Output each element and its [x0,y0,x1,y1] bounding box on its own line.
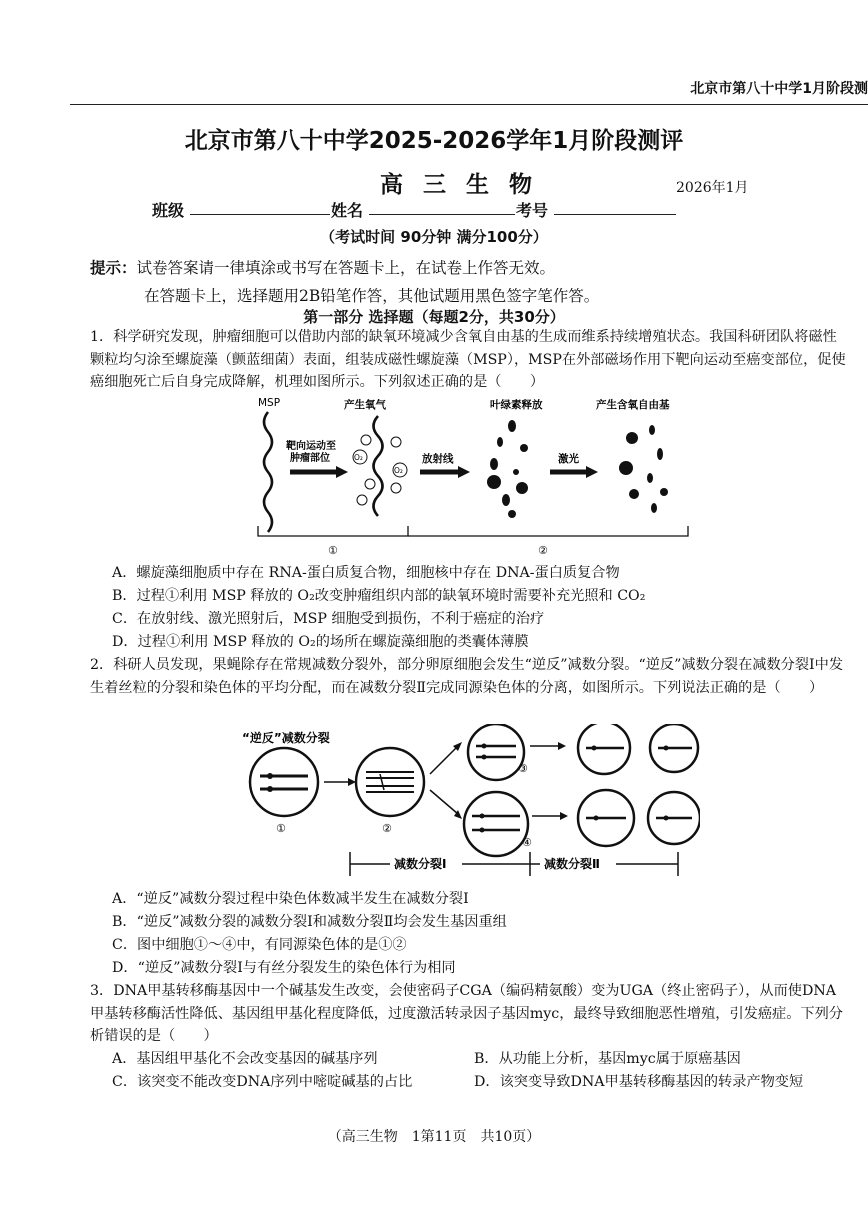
fragment [626,432,638,444]
arrow-down [430,790,458,814]
q1-option-b: B．过程①利用 MSP 释放的 O₂改变肿瘤组织内部的缺氧环境时需要补充光照和 CO₂ [112,588,646,604]
arrow-up [430,746,458,774]
crossover [380,774,384,790]
q3-option-b: B．从功能上分析，基因myc属于原癌基因 [474,1051,741,1067]
stage2-label: ② [538,544,548,557]
target-move-label-1: 靶向运动至 [286,441,336,452]
arrow-head [558,742,566,750]
q2-option-b: B．“逆反”减数分裂的减数分裂Ⅰ和减数分裂Ⅱ均会发生基因重组 [112,914,507,930]
fragment [660,488,668,496]
exam-title: 北京市第八十中学2025-2026学年1月阶段测评 [184,128,684,154]
o2-bubble [357,495,367,505]
o2-bubble [361,435,371,445]
tip-label: 提示： [90,259,137,277]
fragment [508,510,516,518]
o2-bubble [391,437,401,447]
fragment [651,503,657,513]
q1-option-c: C．在放射线、激光照射后，MSP 细胞受到损伤，不利于癌症的治疗 [112,611,545,627]
fragment [513,469,519,475]
running-header: 北京市第八十中学1月阶段测 [690,81,868,97]
fragment [649,425,655,435]
name-label: 姓名 [331,201,364,220]
q1-stem: 1．科学研究发现，肿瘤细胞可以借助内部的缺氧环境减少含氧自由基的生成而维系持续增殖状态。我国科研团队将磁性颗粒均匀涂至螺旋藻（颤蓝细菌）表面，组装成磁性螺旋藻（MSP），MSP在外部磁场作用下靶向运动至癌变部位，促使癌细胞死亡后自身完成降解，机理如图所示。下列叙述正确的是（ ） [90,329,846,390]
radiation-label: 放射线 [422,453,454,465]
arrow-target-head [336,466,348,478]
arrow-laser-head [586,466,598,478]
class-blank[interactable] [190,214,330,215]
q3-stem: 3．DNA甲基转移酶基因中一个碱基发生改变，会使密码子CGA（编码精氨酸）变为UGA（终止密码子），从而使DNA甲基转移酶活性降低、基因组甲基化程度降低，过度激活转录因子基因myc，最终导致细胞恶性增殖，引发癌症。下列分析错误的是（ ） [90,983,843,1044]
centromere [592,746,597,751]
cell-3-label: ③ [518,762,528,775]
fragment [497,437,503,447]
stage1-label: ① [328,544,338,557]
spiral-oxygen [374,416,383,516]
msp-label: MSP [258,397,281,409]
chlorophyll-release-label: 叶绿素释放 [490,399,543,411]
fragment [502,494,510,506]
centromere [480,828,485,833]
cell-2 [356,748,424,816]
q2-stem: 2．科研人员发现，果蝇除存在常规减数分裂外，部分卵原细胞会发生“逆反”减数分裂。“逆反”减数分裂在减数分裂Ⅰ中发生着丝粒的分裂和染色体的平均分配，而在减数分裂Ⅱ完成同源染色体的分离，如图所示。下列说法正确的是（ ） [90,657,844,696]
cell-1-label: ① [276,822,286,835]
q1-option-d: D．过程①利用 MSP 释放的 O₂的场所在螺旋藻细胞的类囊体薄膜 [112,634,529,650]
target-move-label-2: 肿瘤部位 [290,453,330,464]
fragment [657,448,663,460]
o2-bubble [391,483,401,493]
cell-1 [250,748,318,816]
stage2-bracket [408,526,688,536]
exam-no-blank[interactable] [554,214,676,215]
centromere [482,755,487,760]
q2-option-c: C．图中细胞①～④中，有同源染色体的是①② [112,937,407,953]
q3-option-c: C．该突变不能改变DNA序列中嘧啶碱基的占比 [112,1074,413,1090]
centromere [482,744,487,749]
arrow-head [560,812,568,820]
free-radical-label: 产生含氧自由基 [596,399,670,411]
cell-4 [464,792,528,856]
q3-option-d: D．该突变导致DNA甲基转移酶基因的转录产物变短 [474,1074,804,1090]
section-title: 第一部分 选择题（每题2分，共30分） [303,308,565,326]
stage1-bracket [258,526,408,536]
o2-label: O₂ [394,466,403,475]
q2-option-a: A．“逆反”减数分裂过程中染色体数减半发生在减数分裂Ⅰ [112,891,469,907]
meiosis1-label: 减数分裂Ⅰ [394,857,447,871]
exam-no-label: 考号 [516,201,549,220]
exam-date: 2026年1月 [676,180,749,196]
centromere [480,814,485,819]
reverse-meiosis-title: “逆反”减数分裂 [242,731,330,745]
centromere [267,786,273,792]
o2-bubble [365,479,375,489]
laser-label: 激光 [558,453,579,465]
q2-option-d: D．“逆反”减数分裂Ⅰ与有丝分裂发生的染色体行为相同 [112,960,456,976]
cell-2-label: ② [382,822,392,835]
fragment [508,420,516,432]
fragment [629,489,639,499]
centromere [664,816,669,821]
fragment [516,482,528,494]
time-info: （考试时间 90分钟 满分100分） [320,228,548,246]
subject-title: 高三生物 [380,172,552,198]
cell-3 [468,724,524,780]
q3-option-a: A．基因组甲基化不会改变基因的碱基序列 [112,1051,378,1067]
q1-figure [250,392,720,564]
fragment [487,475,501,489]
q2-figure [240,724,700,884]
tip-text-1: 试卷答案请一律填涂或书写在答题卡上，在试卷上作答无效。 [136,259,556,277]
cell-4-label: ④ [522,836,532,849]
q1-option-a: A．螺旋藻细胞质中存在 RNA-蛋白质复合物，细胞核中存在 DNA-蛋白质复合物 [112,565,620,581]
fragment [647,473,653,483]
meiosis2-label: 减数分裂Ⅱ [544,857,600,871]
msp-spiral [264,412,272,532]
tip-line-2: 在答题卡上，选择题用2B铅笔作答，其他试题用黑色签字笔作答。 [144,287,600,305]
centromere [664,746,669,751]
o2-label: O₂ [354,453,363,462]
page-footer: （高三生物 1第11页 共10页） [327,1129,541,1145]
centromere [594,816,599,821]
class-label: 班级 [152,201,185,220]
centromere [267,773,273,779]
header-rule [70,104,868,105]
name-blank[interactable] [369,214,515,215]
tip-line-1 [90,256,555,278]
oxygen-release-label: 产生氧气 [344,399,386,411]
fragment [490,458,498,470]
fragment [520,444,528,452]
fragment [619,461,633,475]
arrow-radiation-head [458,466,470,478]
